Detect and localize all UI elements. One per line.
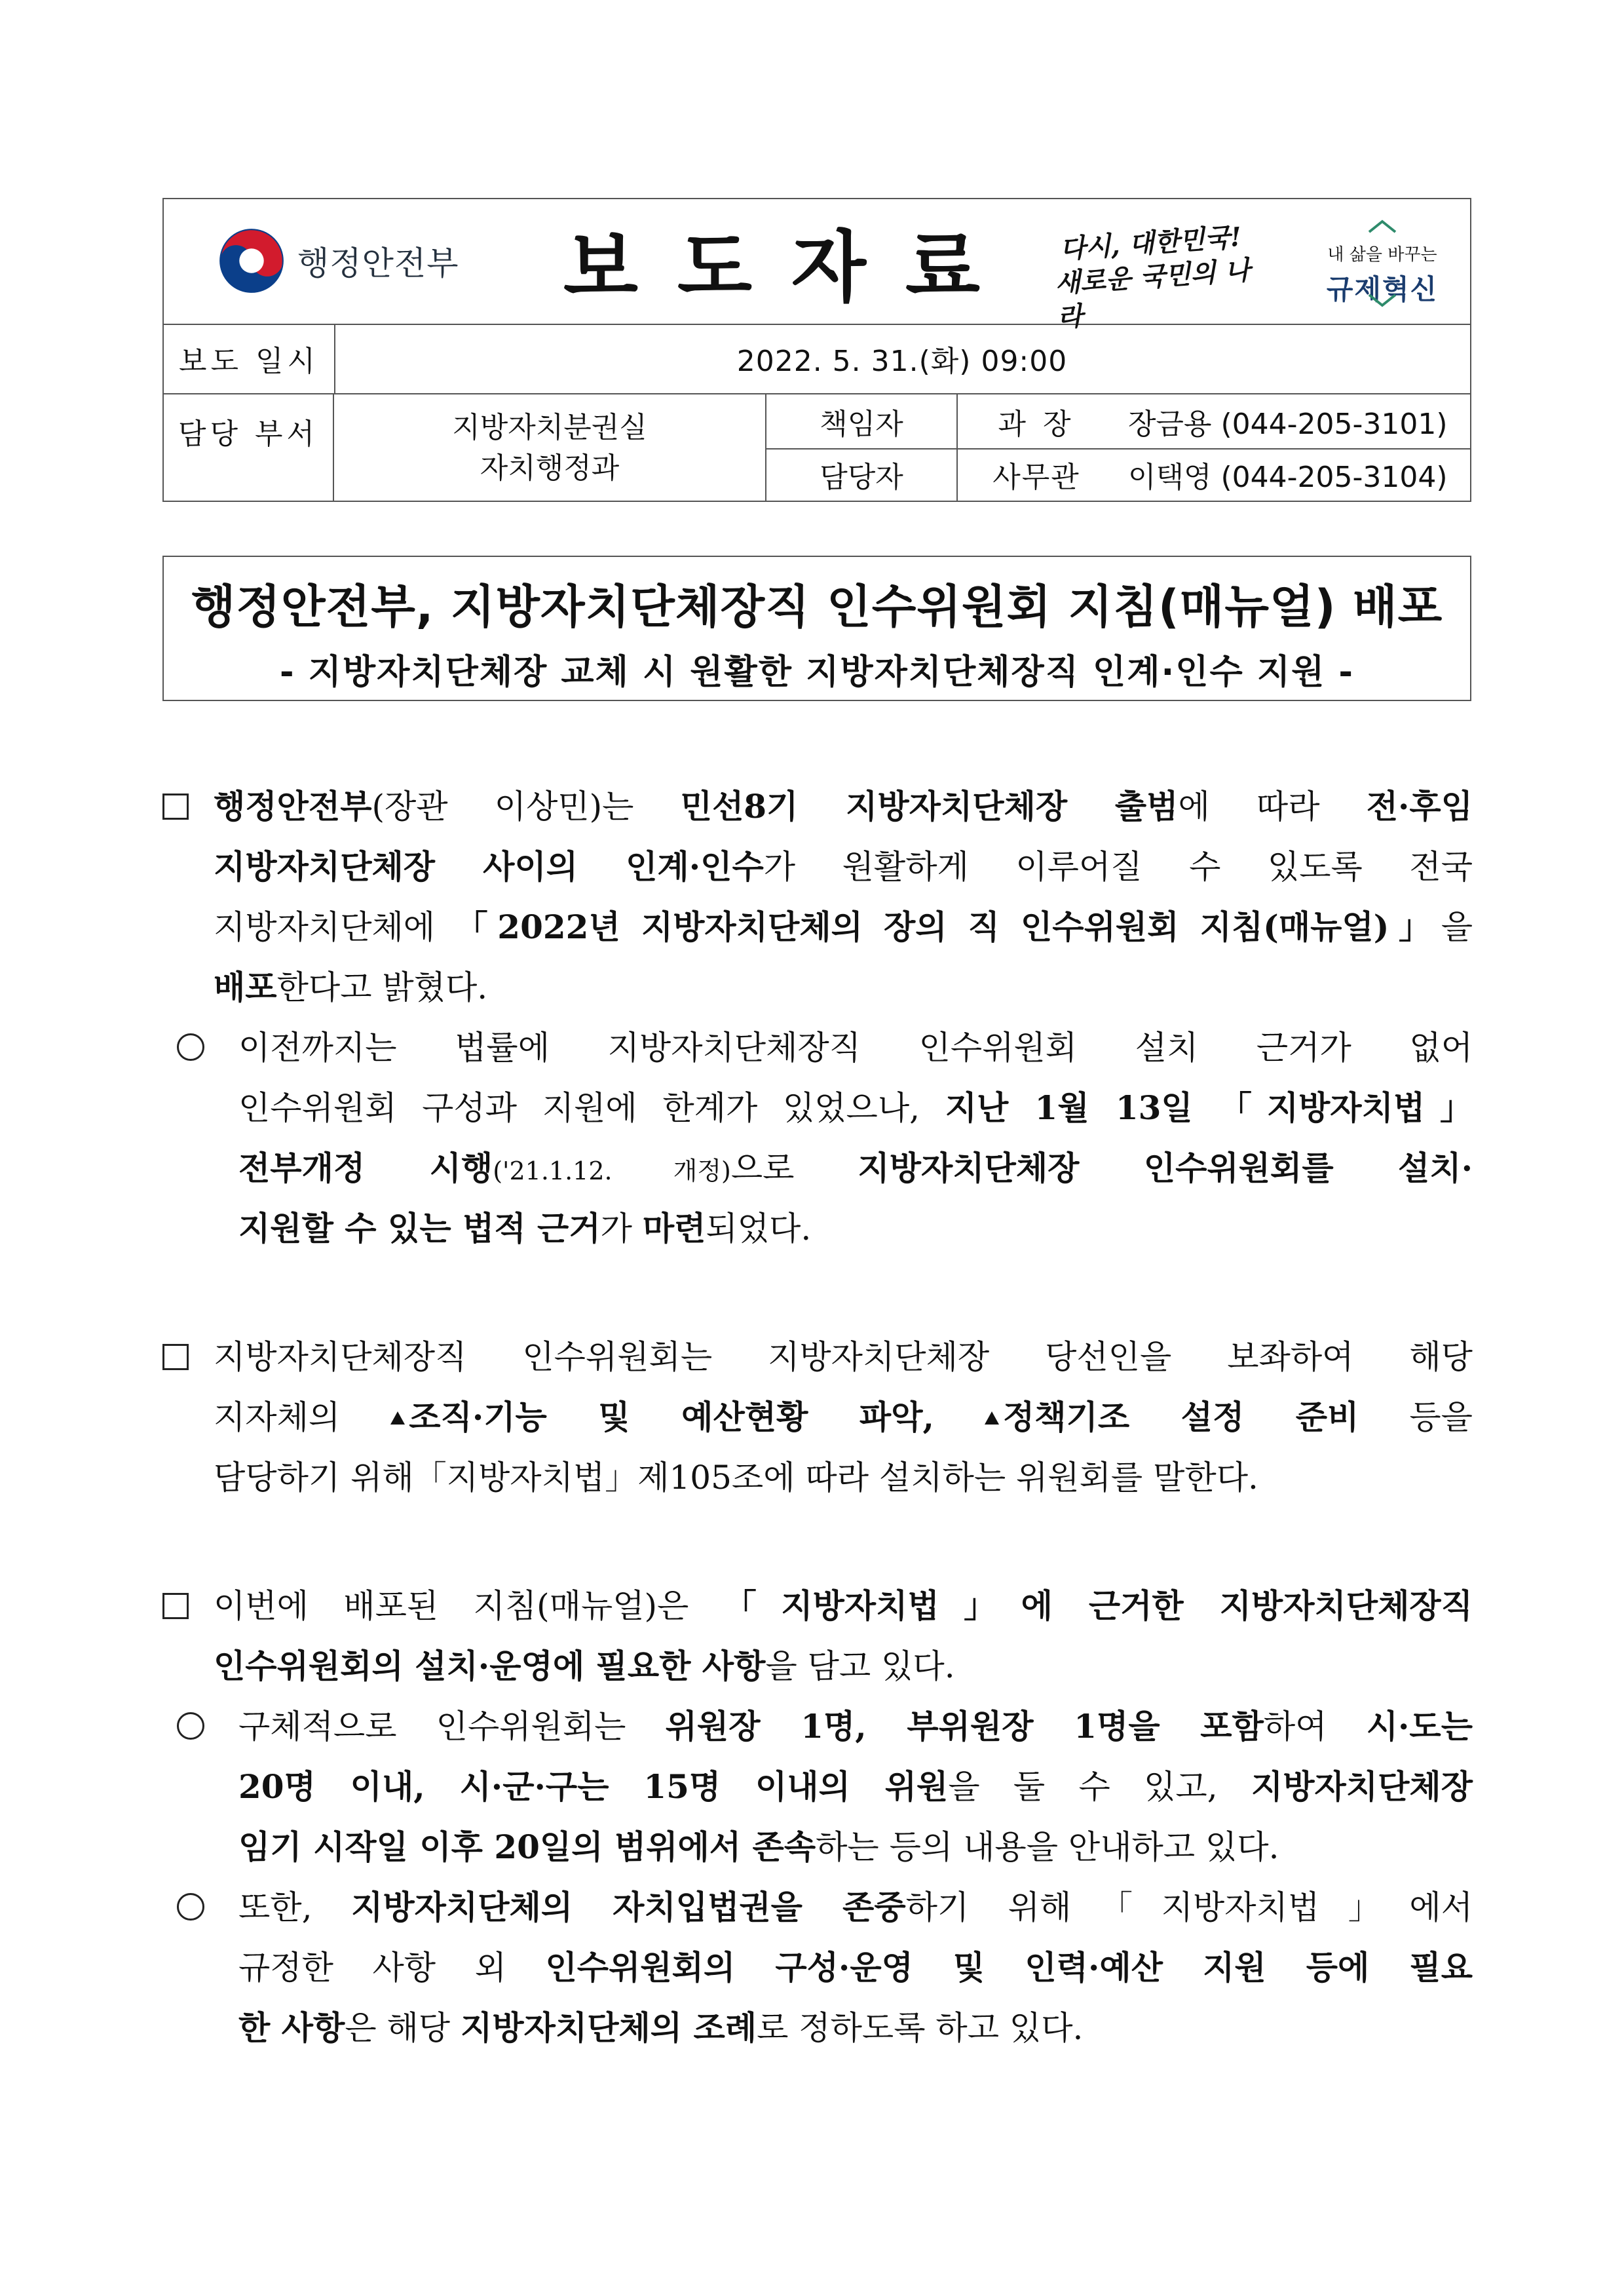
text-line: 구체적으로 인수위원회는 위원장 1명, 부위원장 1명을 포함하여 시·도는 (238, 1707, 1473, 1746)
regulatory-innovation-logo (1310, 219, 1454, 308)
contact-officer: 이택영 (044-205-3104) (1128, 461, 1448, 494)
text-line: 한 사항은 해당 지방자치단체의 조례로 정하도록 하고 있다. (238, 2008, 1084, 2047)
text-line: 행정안전부(장관 이상민)는 민선8기 지방자치단체장 출범에 따라 전·후임 (214, 787, 1473, 826)
department-name (334, 394, 766, 502)
role-label-manager: 책임자 (766, 394, 958, 448)
department-label: 담당 부서 (164, 394, 334, 502)
text-line: 지방자치단체에 「2022년 지방자치단체의 장의 직 인수위원회 지침(매뉴얼)」을 (214, 908, 1473, 946)
text-line: 배포한다고 밝혔다. (214, 968, 488, 1006)
ministry-name: 행정안전부 (297, 244, 459, 282)
chevron-down-icon (1367, 292, 1398, 308)
position-manager: 과 장 (998, 408, 1075, 441)
triangle-bullet-icon (985, 1411, 999, 1425)
headline-title: 행정안전부, 지방자치단체장직 인수위원회 지침(매뉴얼) 배포 (191, 580, 1443, 634)
text-line: 이전까지는 법률에 지방자치단체장직 인수위원회 설치 근거가 없어 (238, 1029, 1473, 1067)
reg-slogan-big: 규제혁신 (1326, 273, 1439, 305)
document-title: 보도자료 (563, 221, 1019, 313)
text-line: 또한, 지방자치단체의 자치입법권을 존중하기 위해「지방자치법」에서 (238, 1888, 1473, 1926)
slogan (1053, 221, 1270, 334)
text-line: 인수위원회 구성과 지원에 한계가 있었으나, 지난 1월 13일 「지방자치법」 (238, 1088, 1473, 1127)
text-line: 지원할 수 있는 법적 근거가 마련되었다. (238, 1209, 812, 1248)
reg-slogan-small: 내 삶을 바꾸는 (1327, 245, 1437, 265)
paragraph-3 (162, 1576, 1473, 1696)
triangle-bullet-icon (390, 1411, 405, 1425)
headline-subtitle: - 지방자치단체장 교체 시 원활한 지방자치단체장직 인계·인수 지원 - (279, 653, 1354, 692)
square-bullet-icon (162, 1344, 189, 1370)
paragraph-2 (162, 1327, 1473, 1508)
release-date-value: 2022. 5. 31.(화) 09:00 (736, 345, 1068, 378)
text-line: 규정한 사항 외 인수위원회의 구성·운영 및 인력·예산 지원 등에 필요 (238, 1948, 1473, 1987)
circle-bullet-icon (177, 1712, 204, 1740)
press-release-header (162, 198, 1471, 502)
paragraph-3-sub-1 (162, 1696, 1473, 1877)
slogan-line-1: 다시, 대한민국! (1059, 221, 1243, 265)
text-line: 담당하기 위해「지방자치법」제105조에 따라 설치하는 위원회를 말한다. (214, 1459, 1258, 1497)
text-line: 임기 시작일 이후 20일의 범위에서 존속하는 등의 내용을 안내하고 있다. (238, 1827, 1279, 1866)
circle-bullet-icon (177, 1033, 204, 1061)
text-line: 20명 이내, 시·군·구는 15명 이내의 위원을 둘 수 있고, 지방자치단체장 (238, 1767, 1473, 1806)
header-banner (164, 199, 1470, 334)
department-line-2: 자치행정과 (480, 451, 620, 485)
square-bullet-icon (162, 1593, 189, 1619)
text-line: 지자체의 조직·기능 및 예산현황 파악, 정책기조 설정 준비 등을 (214, 1398, 1473, 1436)
chevron-up-icon (1367, 219, 1398, 235)
text-line: 지방자치단체장직 인수위원회는 지방자치단체장 당선인을 보좌하여 해당 (214, 1338, 1473, 1376)
paragraph-1 (162, 776, 1473, 1018)
department-row (164, 394, 1470, 502)
department-line-1: 지방자치분권실 (452, 411, 647, 444)
ministry-logo (217, 227, 459, 295)
text-line: 전부개정 시행('21.1.12. 개정)으로 지방자치단체장 인수위원회를 설치· (238, 1149, 1473, 1187)
paragraph-3-sub-2 (162, 1877, 1473, 2058)
text-line: 지방자치단체장 사이의 인계·인수가 원활하게 이루어질 수 있도록 전국 (214, 847, 1473, 886)
taegeuk-emblem-icon (217, 227, 286, 295)
release-date-label: 보도 일시 (164, 324, 335, 393)
text-line: 이번에 배포된 지침(매뉴얼)은 「지방자치법」에 근거한 지방자치단체장직 (214, 1586, 1473, 1625)
contact-manager: 장금용 (044-205-3101) (1128, 408, 1448, 441)
contact-row-manager (766, 394, 1470, 450)
position-officer: 사무관 (992, 461, 1080, 494)
text-line: 인수위원회의 설치·운영에 필요한 사항을 담고 있다. (214, 1647, 955, 1685)
paragraph-1-sub (162, 1018, 1473, 1259)
square-bullet-icon (162, 794, 189, 820)
release-date-row (164, 324, 1470, 394)
headline-box (162, 556, 1471, 701)
article-body (162, 776, 1473, 2058)
role-label-officer: 담당자 (766, 448, 958, 501)
contact-row-officer (766, 448, 1470, 501)
circle-bullet-icon (177, 1893, 204, 1921)
slogan-line-2: 새로운 국민의 나라 (1053, 254, 1251, 334)
